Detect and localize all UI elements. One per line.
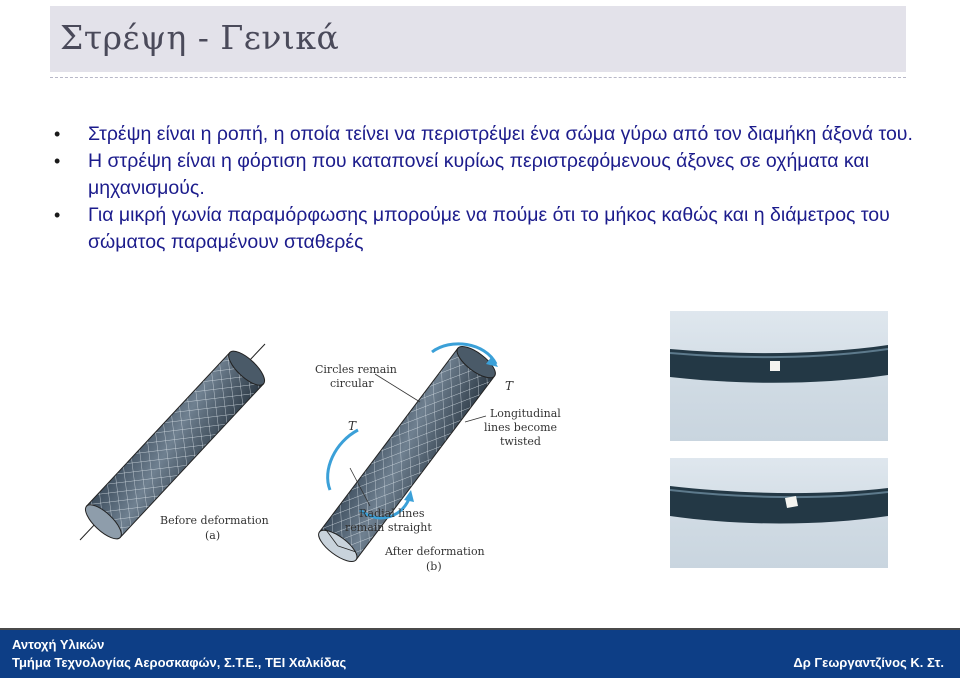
square-mark-icon [770, 361, 780, 371]
bullet-list [50, 121, 930, 256]
footer-author: Δρ Γεωργαντζίνος Κ. Στ. [793, 655, 944, 670]
bullet-item [50, 121, 930, 148]
bullet-dot-icon: • [54, 205, 61, 225]
bullet-item [50, 202, 930, 256]
longitudinal-note-line-3: twisted [500, 435, 541, 448]
longitudinal-note-line-2: lines become [484, 421, 558, 434]
torque-label-left: T [348, 419, 357, 433]
shaft-photo-after [670, 458, 888, 568]
circles-note-line-2: circular [330, 377, 374, 390]
skewed-mark-icon [785, 496, 798, 508]
shaft-photo-before [670, 311, 888, 441]
radial-note-line-2: remain straight [345, 521, 432, 534]
figure-a-caption: Before deformation [160, 514, 269, 527]
title-divider [50, 77, 906, 78]
figure-b-caption: After deformation [385, 545, 485, 558]
figure-b-tag: (b) [426, 560, 442, 573]
footer [0, 628, 960, 678]
radial-note-line-1: Radial lines [359, 507, 425, 520]
circles-note-line-1: Circles remain [315, 363, 397, 376]
title-bar [50, 6, 906, 72]
bullet-text: Η στρέψη είναι η φόρτιση που καταπονεί κυρίως περιστρεφόμενους άξονες σε οχήματα και μηχανισμούς. [88, 150, 870, 199]
bullet-text: Για μικρή γωνία παραμόρφωσης μπορούμε να πούμε ότι το μήκος καθώς και η διάμετρος του σώματος παραμένουν σταθερές [88, 204, 890, 253]
footer-course: Αντοχή Υλικών [12, 637, 105, 652]
longitudinal-note-line-1: Longitudinal [490, 407, 561, 420]
figure-a-tag: (a) [205, 529, 221, 542]
bullet-text: Στρέψη είναι η ροπή, η οποία τείνει να περιστρέψει ένα σώμα γύρω από τον διαμήκη άξονά του. [88, 123, 913, 145]
bullet-dot-icon: • [54, 124, 61, 144]
page-title: Στρέψη - Γενικά [60, 18, 340, 57]
torque-label-top: T [505, 379, 514, 393]
bullet-dot-icon: • [54, 151, 61, 171]
footer-department: Τμήμα Τεχνολογίας Αεροσκαφών, Σ.Τ.Ε., ΤΕΙ Χαλκίδας [12, 655, 347, 670]
bullet-item [50, 148, 930, 202]
